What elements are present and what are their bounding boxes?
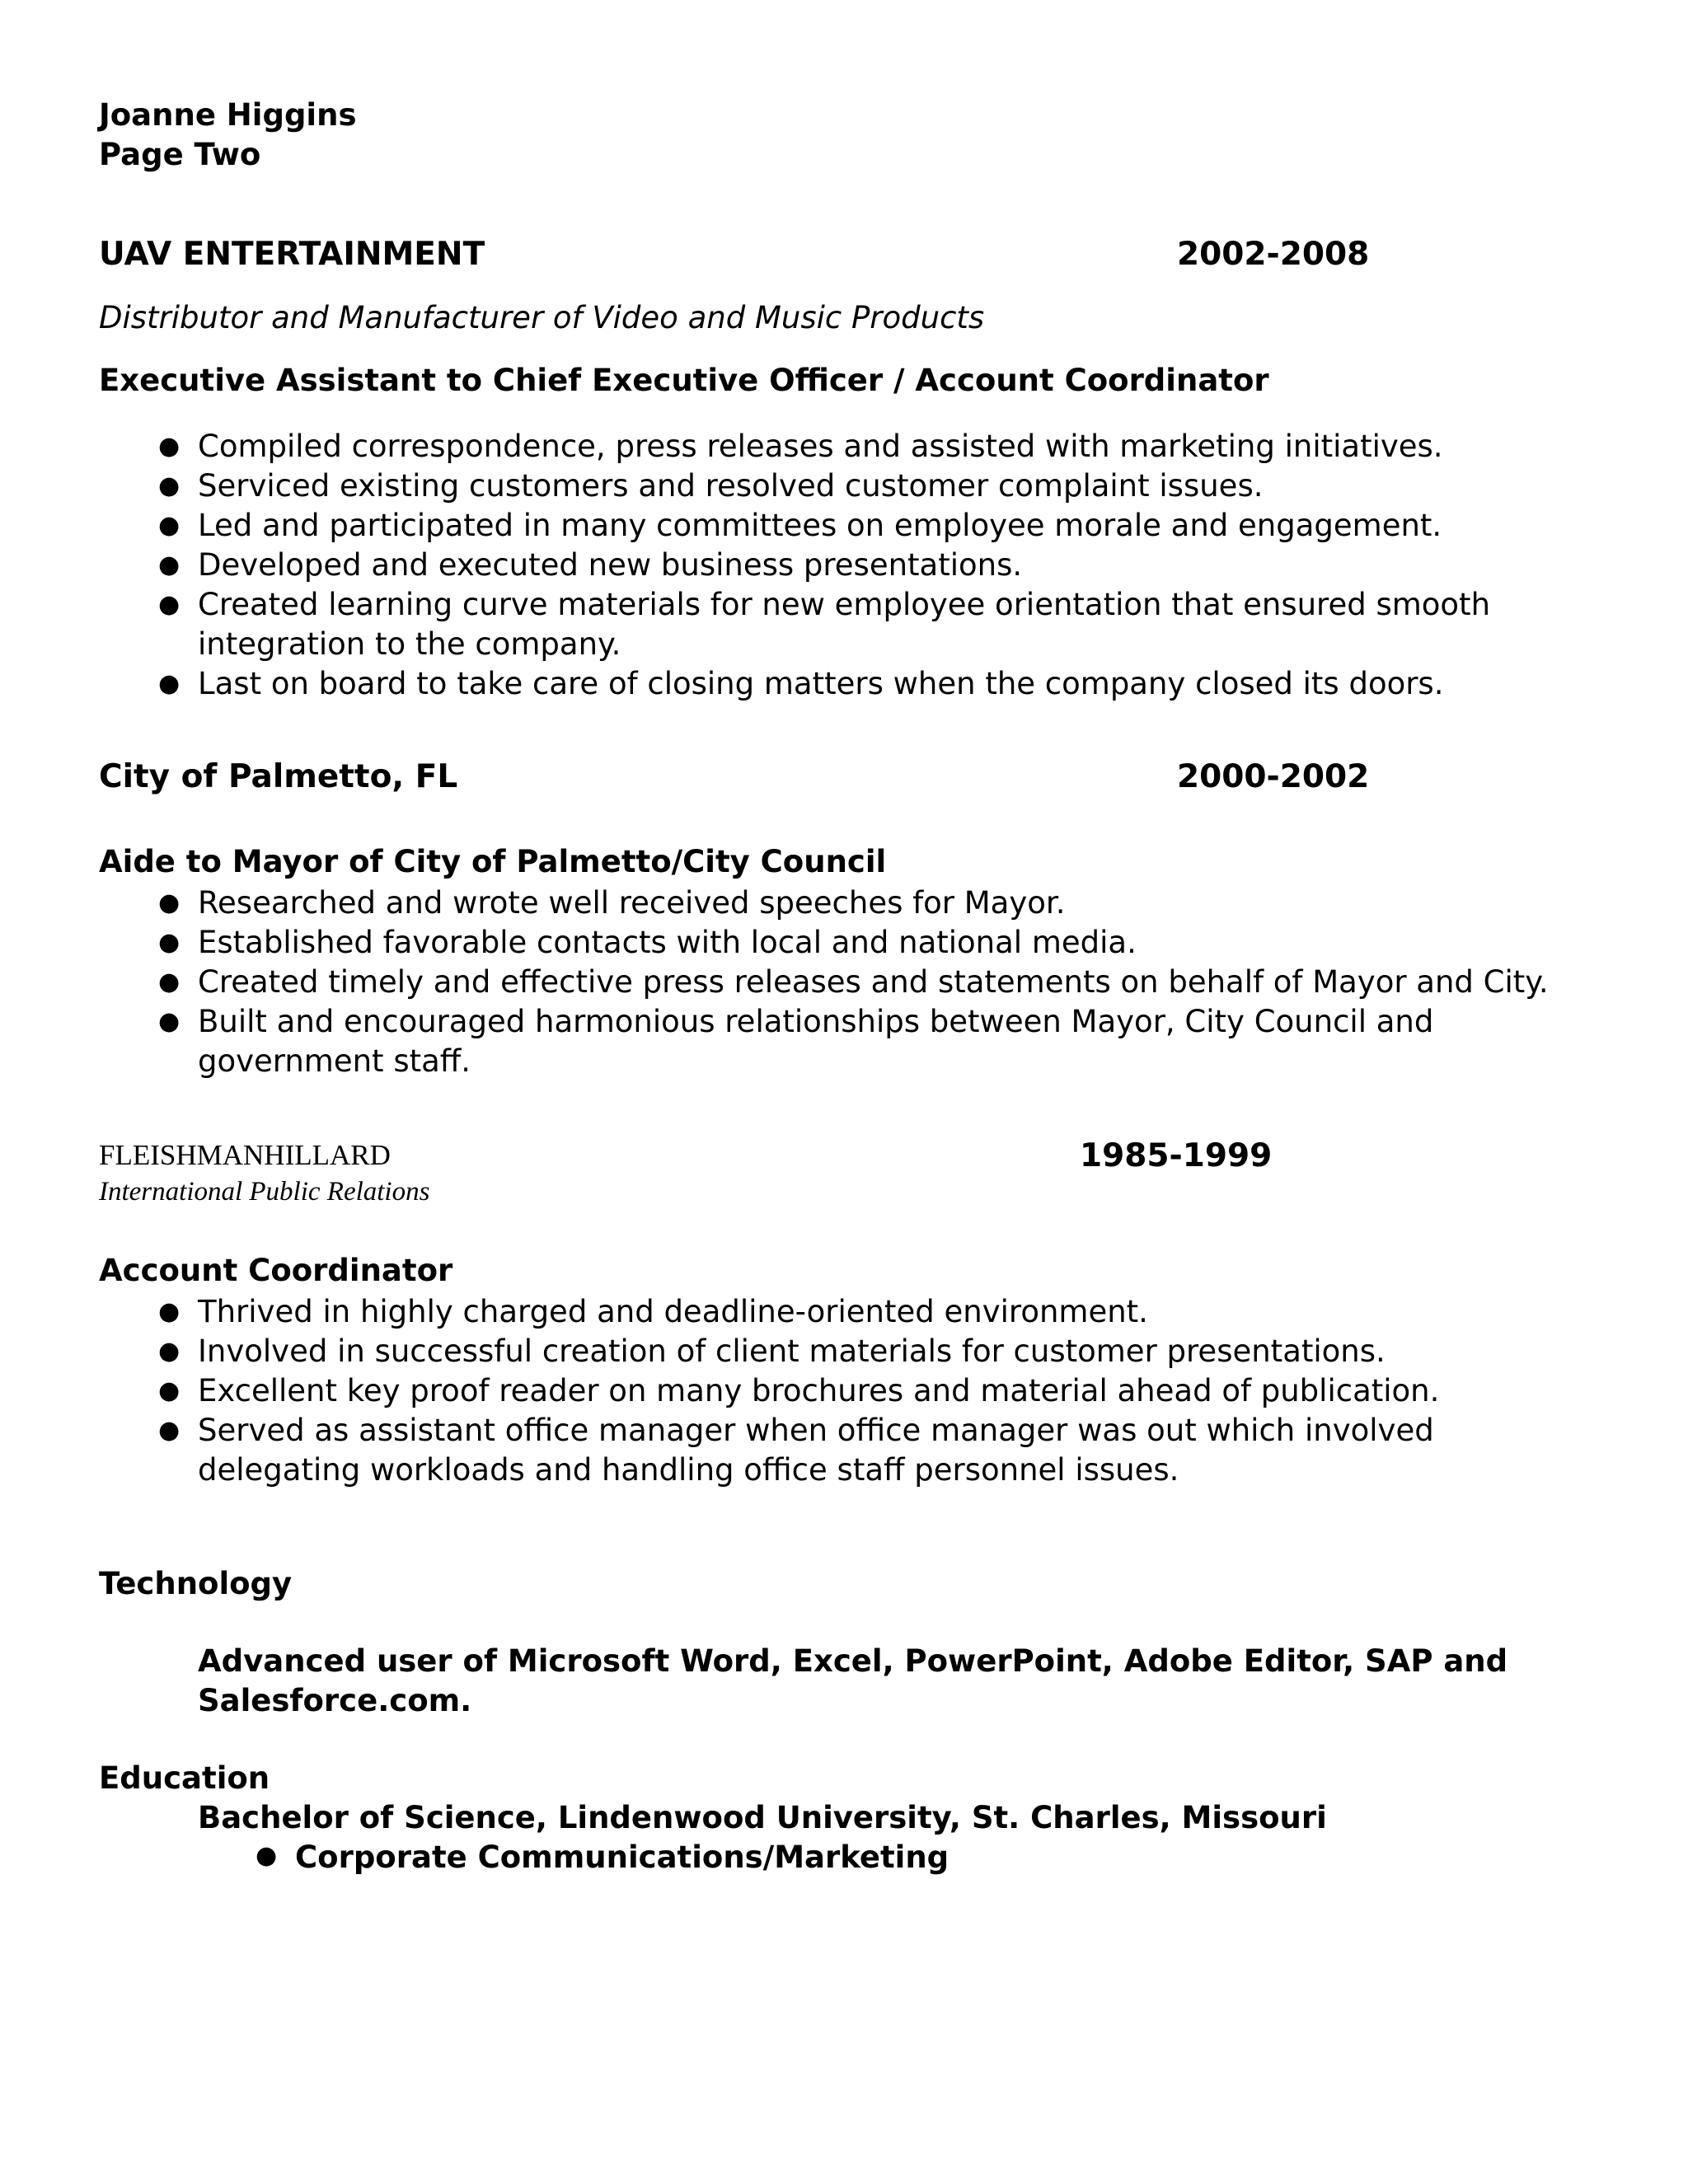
company-description: International Public Relations (99, 1177, 430, 1207)
list-item: ● Excellent key proof reader on many brochures and material ahead of publication. (158, 1373, 1440, 1408)
list-item: ● Researched and wrote well received speeches for Mayor. (158, 885, 1066, 921)
section-heading-technology: Technology (99, 1566, 293, 1601)
list-item: ● Served as assistant office manager when office manager was out which involved delegating workloads and handling office staff personnel issues. (158, 1413, 1434, 1488)
job-duties-list (99, 883, 1549, 1081)
list-item: ● Created learning curve materials for new employee orientation that ensured smooth integration to the company. (158, 587, 1491, 662)
employment-years: 2002-2008 (1177, 236, 1370, 273)
job-title: Account Coordinator (99, 1253, 453, 1288)
list-item: ● Compiled correspondence, press releases and assisted with marketing initiatives. (158, 429, 1443, 464)
employment-years: 1985-1999 (1080, 1137, 1273, 1174)
section-heading-education: Education (99, 1760, 270, 1796)
job-title: Executive Assistant to Chief Executive Officer / Account Coordinator (99, 363, 1269, 398)
company-name: FLEISHMANHILLARD (99, 1139, 391, 1171)
page-label: Page Two (99, 137, 261, 172)
technology-skills: Advanced user of Microsoft Word, Excel, PowerPoint, Adobe Editor, SAP and (198, 1643, 1508, 1679)
education-focus: Corporate Communications/Marketing (295, 1840, 950, 1875)
job-title: Aide to Mayor of City of Palmetto/City Council (99, 844, 887, 879)
list-item: ● Established favorable contacts with local and national media. (158, 925, 1137, 960)
bullet-icon: ● (256, 1841, 278, 1870)
resume-name: Joanne Higgins (99, 97, 357, 133)
list-item: ● Created timely and effective press releases and statements on behalf of Mayor and City. (158, 964, 1549, 1000)
employment-years: 2000-2002 (1177, 758, 1370, 795)
list-item: ● Last on board to take care of closing matters when the company closed its doors. (158, 666, 1444, 701)
job-duties-list (99, 427, 1490, 704)
list-item: ● Led and participated in many committees on employee morale and engagement. (158, 508, 1442, 543)
list-item: ● Built and encouraged harmonious relationships between Mayor, City Council and government staff. (158, 1004, 1434, 1079)
list-item: ● Serviced existing customers and resolved customer complaint issues. (158, 468, 1264, 504)
company-name: City of Palmetto, FL (99, 758, 458, 795)
list-item: ● Involved in successful creation of client materials for customer presentations. (158, 1333, 1386, 1369)
technology-skills-cont: Salesforce.com. (198, 1683, 472, 1718)
company-description: Distributor and Manufacturer of Video and Music Products (99, 300, 985, 335)
list-item: ● Thrived in highly charged and deadline-oriented environment. (158, 1294, 1148, 1329)
company-name: UAV ENTERTAINMENT (99, 236, 485, 273)
education-degree: Bachelor of Science, Lindenwood University, St. Charles, Missouri (198, 1800, 1327, 1835)
list-item: ● Developed and executed new business presentations. (158, 547, 1023, 583)
job-duties-list (99, 1292, 1439, 1490)
